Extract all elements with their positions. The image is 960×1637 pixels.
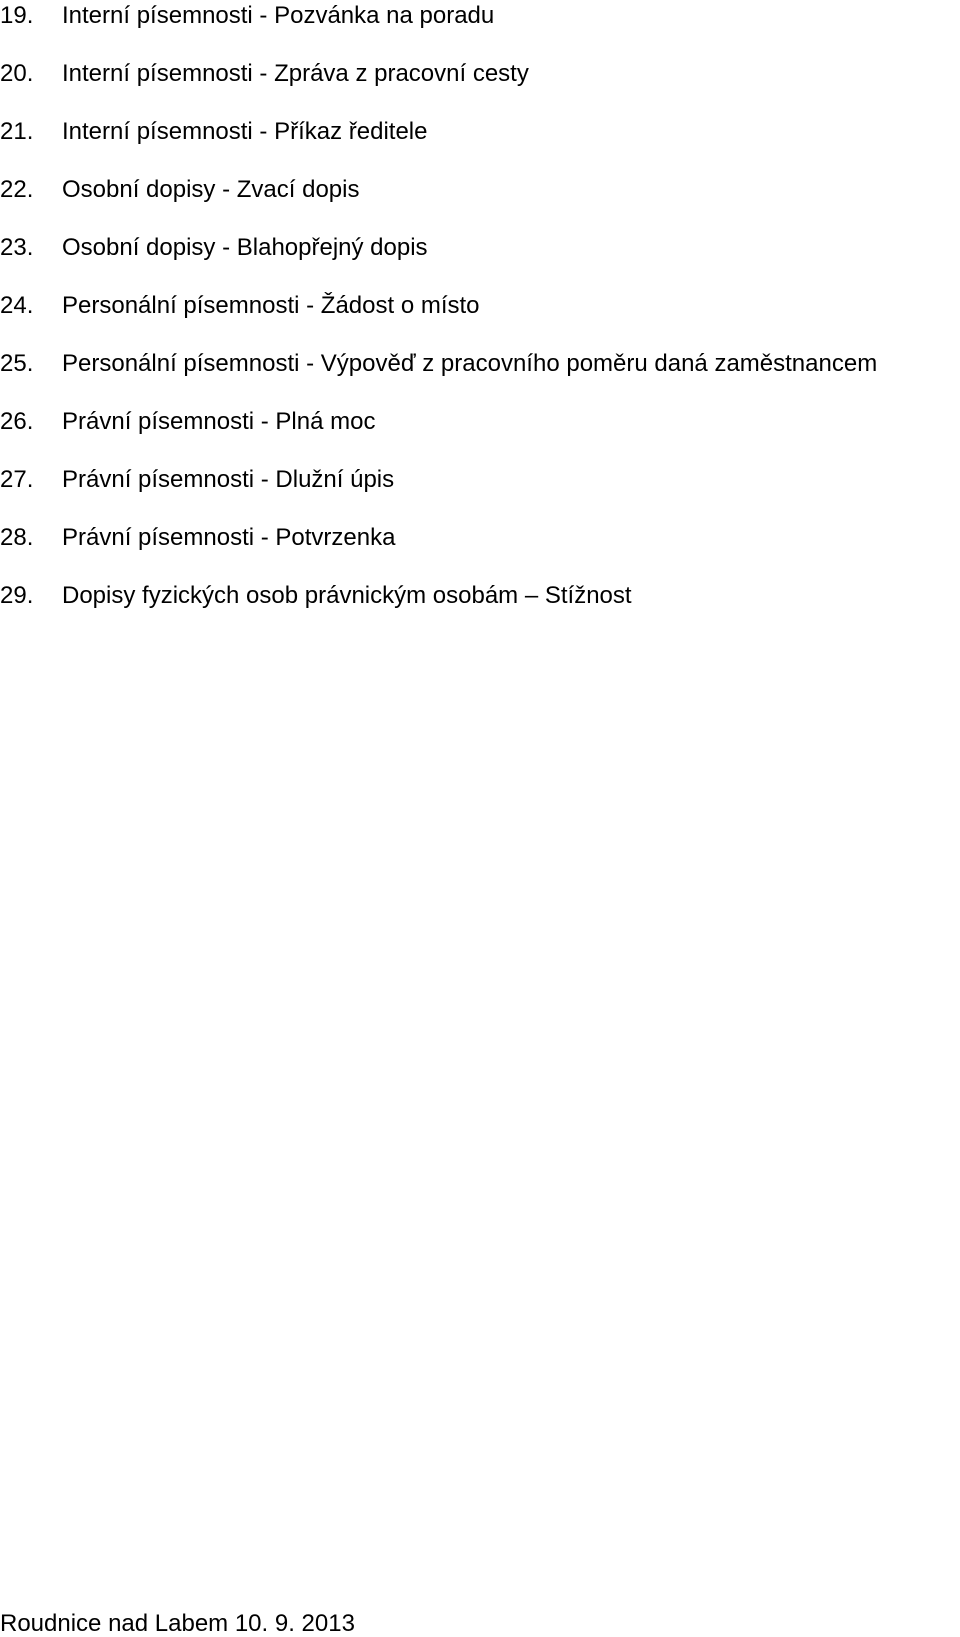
list-item-text: Dopisy fyzických osob právnickým osobám – Stížnost xyxy=(62,582,632,609)
list-item-text: Právní písemnosti - Plná moc xyxy=(62,408,376,435)
list-item-number: 25. xyxy=(0,350,34,377)
list-item-number: 19. xyxy=(0,2,34,29)
list-item-number: 20. xyxy=(0,60,34,87)
list-item-number: 24. xyxy=(0,292,34,319)
list-item-number: 22. xyxy=(0,176,34,203)
list-item-number: 27. xyxy=(0,466,34,493)
list-item-number: 29. xyxy=(0,582,34,609)
list-item-number: 21. xyxy=(0,118,34,145)
list-item-text: Právní písemnosti - Potvrzenka xyxy=(62,524,396,551)
list-item-text: Personální písemnosti - Žádost o místo xyxy=(62,292,480,319)
place-date-footer: Roudnice nad Labem 10. 9. 2013 xyxy=(0,1610,355,1637)
list-item-number: 26. xyxy=(0,408,34,435)
list-item-text: Interní písemnosti - Zpráva z pracovní cesty xyxy=(62,60,529,87)
list-item-text: Interní písemnosti - Příkaz ředitele xyxy=(62,118,428,145)
list-item-text: Personální písemnosti - Výpověď z pracovního poměru daná zaměstnancem xyxy=(62,350,878,377)
list-item-text: Osobní dopisy - Zvací dopis xyxy=(62,176,360,203)
list-item-text: Právní písemnosti - Dlužní úpis xyxy=(62,466,395,493)
list-item-number: 23. xyxy=(0,234,34,261)
list-item-number: 28. xyxy=(0,524,34,551)
list-item-text: Interní písemnosti - Pozvánka na poradu xyxy=(62,2,495,29)
list-item-text: Osobní dopisy - Blahopřejný dopis xyxy=(62,234,428,261)
